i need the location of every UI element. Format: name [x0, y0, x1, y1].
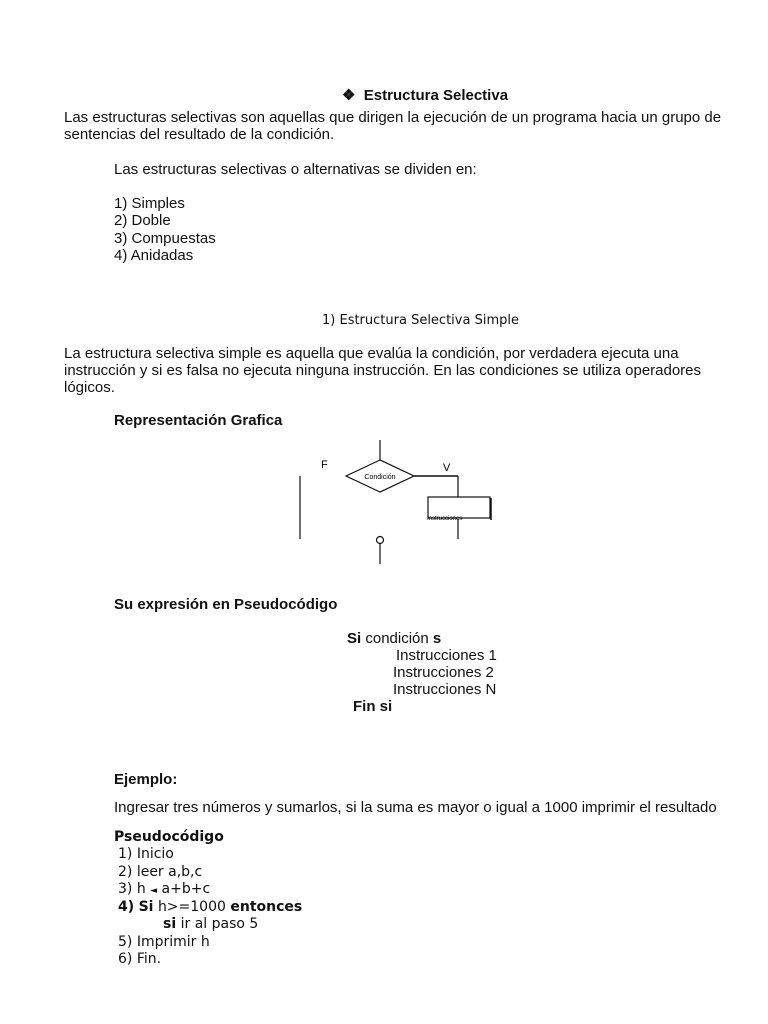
graphic-heading: Representación Grafica: [114, 412, 283, 429]
example-heading: Ejemplo:: [114, 771, 178, 788]
list-item: 3) Compuestas: [114, 230, 216, 247]
step4-then: entonces: [230, 899, 303, 915]
example-step-1: 1) Inicio: [118, 846, 174, 862]
condition-text: condición: [365, 630, 429, 647]
list-item: 2) Doble: [114, 212, 171, 229]
example-step-4b: [163, 916, 258, 933]
step3-expr: a+b+c: [161, 881, 211, 897]
example-step-4: [118, 899, 302, 916]
page-title: [342, 87, 508, 104]
pseudo-line: Instrucciones N: [393, 681, 497, 698]
example-step-2: 2) leer a,b,c: [118, 864, 203, 880]
example-step-3: [118, 881, 210, 900]
example-step-6: 6) Fin.: [118, 951, 162, 967]
true-label: V: [443, 462, 451, 474]
flowchart-svg: [290, 432, 510, 572]
flowchart: [290, 432, 510, 572]
types-intro: Las estructuras selectivas o alternativas se dividen en:: [114, 161, 477, 178]
process-label: Instrucciones: [427, 516, 463, 522]
description-line-3: lógicos.: [64, 379, 115, 396]
example-step-5: 5) Imprimir h: [118, 934, 210, 950]
description-line-2: instrucción y si es falsa no ejecuta ninguna instrucción. En las condiciones se utiliza operadores: [64, 362, 702, 379]
intro-line-1: Las estructuras selectivas son aquellas que dirigen la ejecución de un programa hacia un grupo de: [64, 109, 722, 126]
example-text: Ingresar tres números y sumarlos, si la suma es mayor o igual a 1000 imprimir el resultado: [114, 799, 717, 816]
description-line-1: La estructura selectiva simple es aquella que evalúa la condición, por verdadera ejecuta una: [64, 345, 679, 362]
diamond-bullet-icon: ❖: [342, 87, 356, 104]
step4b-si: si: [163, 916, 177, 932]
connector-circle: [377, 537, 384, 544]
pseudo-line: Instrucciones 2: [393, 664, 494, 681]
assign-arrow-icon: ◄: [150, 886, 158, 896]
false-label: F: [321, 459, 328, 471]
pseudo-si-line: [347, 630, 441, 647]
process-box: [428, 497, 490, 518]
list-item: 4) Anidadas: [114, 247, 194, 264]
decision-label: Condición: [364, 474, 396, 481]
pseudo-heading: Su expresión en Pseudocódigo: [114, 596, 338, 613]
pseudo-line: Instrucciones 1: [396, 647, 497, 664]
step3-prefix: 3) h: [118, 881, 146, 897]
section-title: 1) Estructura Selectiva Simple: [322, 313, 519, 328]
list-item: 1) Simples: [114, 195, 185, 212]
step4-num: 4): [118, 899, 135, 915]
step4-si: Si: [138, 899, 154, 915]
si-keyword: Si: [347, 630, 362, 647]
page-title-text: Estructura Selectiva: [363, 87, 509, 104]
example-pseudo-heading: Pseudocódigo: [114, 829, 224, 845]
pseudo-end: Fin si: [353, 698, 393, 715]
step4-cond: h>=1000: [157, 899, 226, 915]
step4b-rest: ir al paso 5: [180, 916, 259, 932]
s-keyword: s: [432, 630, 442, 647]
intro-line-2: sentencias del resultado de la condición.: [64, 126, 335, 143]
